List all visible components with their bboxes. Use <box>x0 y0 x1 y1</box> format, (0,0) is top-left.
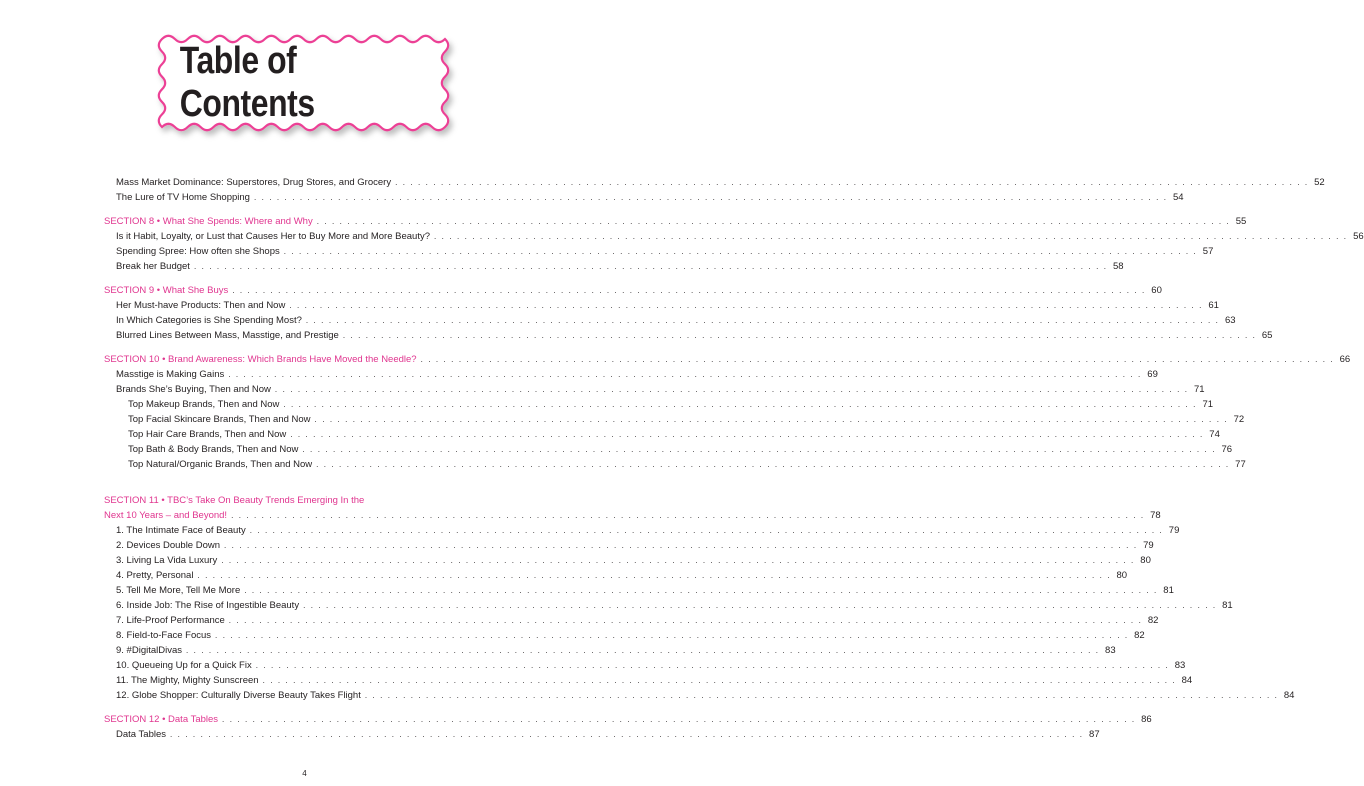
toc-entry-label: The Lure of TV Home Shopping <box>116 192 250 203</box>
toc-page-number: 80 <box>1140 555 1151 566</box>
page-title: Table of Contents <box>179 39 315 125</box>
toc-entry[interactable] <box>104 328 1273 343</box>
toc-page-number: 84 <box>1181 675 1193 686</box>
toc-entry-label: Brands She’s Buying, Then and Now <box>116 384 271 395</box>
toc-entry[interactable] <box>104 553 1151 568</box>
page-number: 4 <box>302 769 307 778</box>
toc-page-number: 76 <box>1221 444 1233 455</box>
dot-leader: . . . . . . . . . . . . . . . . . . . . . . . . . . . . . . . . . . . . . . . . . . . . . . . . . . . . . . . . . . . . . . . . . . . . . . . . . . . . . . . . . . . . . . . . . . . . . . . . . . . . . . . . . . . . . . . . . . . . . . . . <box>249 526 1164 535</box>
dot-leader: . . . . . . . . . . . . . . . . . . . . . . . . . . . . . . . . . . . . . . . . . . . . . . . . . . . . . . . . . . . . . . . . . . . . . . . . . . . . . . . . . . . . . . . . . . . . . . . . . . . . . . . . . . . . . . . . . . . . . . . . <box>342 331 1257 340</box>
toc-entry-label: 4. Pretty, Personal <box>116 570 194 581</box>
dot-leader: . . . . . . . . . . . . . . . . . . . . . . . . . . . . . . . . . . . . . . . . . . . . . . . . . . . . . . . . . . . . . . . . . . . . . . . . . . . . . . . . . . . . . . . . . . . . . . . . . . . . . . . . . . . . . . . . . . . . . . . . <box>186 646 1100 655</box>
dot-leader: . . . . . . . . . . . . . . . . . . . . . . . . . . . . . . . . . . . . . . . . . . . . . . . . . . . . . . . . . . . . . . . . . . . . . . . . . . . . . . . . . . . . . . . . . . . . . . . . . . . . . . . . . . . . . . . . . . . . . . . . <box>224 541 1138 550</box>
toc-entry-label: Top Natural/Organic Brands, Then and Now <box>128 459 313 470</box>
toc-entry[interactable] <box>104 688 1295 703</box>
toc-entry[interactable] <box>104 367 1158 382</box>
toc-entry-label: 12. Globe Shopper: Culturally Diverse Beauty Takes Flight <box>116 690 361 701</box>
toc-entry-label: SECTION 9 • What She Buys <box>104 285 229 296</box>
toc-page-number: 57 <box>1202 246 1214 257</box>
toc-section-heading[interactable] <box>104 214 1247 229</box>
title-frame <box>156 33 453 136</box>
toc-page-number: 52 <box>1314 177 1325 188</box>
toc-entry-label: 1. The Intimate Face of Beauty <box>116 525 246 536</box>
toc-entry[interactable] <box>104 643 1116 658</box>
toc-entry-label: 5. Tell Me More, Tell Me More <box>116 585 241 596</box>
toc-page-number: 63 <box>1224 315 1236 326</box>
toc-entry-label: 2. Devices Double Down <box>116 540 221 551</box>
toc-list <box>104 175 1364 742</box>
toc-entry-label: Break her Budget <box>116 261 190 272</box>
toc-entry-label: Her Must-have Products: Then and Now <box>116 300 286 311</box>
dot-leader: . . . . . . . . . . . . . . . . . . . . . . . . . . . . . . . . . . . . . . . . . . . . . . . . . . . . . . . . . . . . . . . . . . . . . . . . . . . . . . . . . . . . . . . . . . . . . . . . . . . . . . . . . . . . . . . . . . . . . . . . <box>314 415 1229 424</box>
dot-leader: . . . . . . . . . . . . . . . . . . . . . . . . . . . . . . . . . . . . . . . . . . . . . . . . . . . . . . . . . . . . . . . . . . . . . . . . . . . . . . . . . . . . . . . . . . . . . . . . . . . . . . . . . . . . . . . . . . . . . . . . <box>434 232 1348 241</box>
toc-section-heading[interactable] <box>104 283 1162 298</box>
toc-entry[interactable] <box>104 457 1246 472</box>
toc-entry-label: Spending Spree: How often she Shops <box>116 246 280 257</box>
toc-page-number: 80 <box>1116 570 1128 581</box>
toc-page-number: 82 <box>1134 630 1145 641</box>
group-gap <box>104 274 517 283</box>
toc-entry[interactable] <box>104 175 1325 190</box>
toc-entry-label: 9. #DigitalDivas <box>116 645 182 656</box>
toc-page-number: 74 <box>1209 429 1220 440</box>
toc-entry[interactable] <box>104 244 1214 259</box>
toc-entry[interactable] <box>104 412 1245 427</box>
toc-entry-label: 6. Inside Job: The Rise of Ingestible Beauty <box>116 600 300 611</box>
toc-entry[interactable] <box>104 727 1100 742</box>
toc-entry[interactable] <box>104 427 1220 442</box>
toc-entry[interactable] <box>104 673 1193 688</box>
dot-leader: . . . . . . . . . . . . . . . . . . . . . . . . . . . . . . . . . . . . . . . . . . . . . . . . . . . . . . . . . . . . . . . . . . . . . . . . . . . . . . . . . . . . . . . . . . . . . . . . . . . . . . . . . . . . . . . . . . . . . . . . <box>316 217 1231 226</box>
toc-page-number: 84 <box>1283 690 1295 701</box>
dot-leader: . . . . . . . . . . . . . . . . . . . . . . . . . . . . . . . . . . . . . . . . . . . . . . . . . . . . . . . . . . . . . . . . . . . . . . . . . . . . . . . . . . . . . . . . . . . . . . . . . . . . . . . . . . . . . . . . . . . . . . . . <box>228 616 1143 625</box>
toc-entry[interactable] <box>104 538 1154 553</box>
dot-leader: . . . . . . . . . . . . . . . . . . . . . . . . . . . . . . . . . . . . . . . . . . . . . . . . . . . . . . . . . . . . . . . . . . . . . . . . . . . . . . . . . . . . . . . . . . . . . . . . . . . . . . . . . . . . . . . . . . . . . . . . <box>364 691 1279 700</box>
dot-leader: . . . . . . . . . . . . . . . . . . . . . . . . . . . . . . . . . . . . . . . . . . . . . . . . . . . . . . . . . . . . . . . . . . . . . . . . . . . . . . . . . . . . . . . . . . . . . . . . . . . . . . . . . . . . . . . . . . . . . . . . <box>221 556 1135 565</box>
toc-page-number: 72 <box>1233 414 1245 425</box>
toc-page-number: 83 <box>1105 645 1116 656</box>
toc-page-number: 55 <box>1235 216 1247 227</box>
dot-leader: . . . . . . . . . . . . . . . . . . . . . . . . . . . . . . . . . . . . . . . . . . . . . . . . . . . . . . . . . . . . . . . . . . . . . . . . . . . . . . . . . . . . . . . . . . . . . . . . . . . . . . . . . . . . . . . . . . . . . . . . <box>197 571 1112 580</box>
toc-section-heading[interactable] <box>104 508 1161 523</box>
toc-page-number: 78 <box>1150 510 1161 521</box>
dot-leader: . . . . . . . . . . . . . . . . . . . . . . . . . . . . . . . . . . . . . . . . . . . . . . . . . . . . . . . . . . . . . . . . . . . . . . . . . . . . . . . . . . . . . . . . . . . . . . . . . . . . . . . . . . . . . . . . . . . . . . . . <box>290 430 1204 439</box>
toc-entry[interactable] <box>104 523 1180 538</box>
toc-entry[interactable] <box>104 313 1236 328</box>
toc-page-number: 61 <box>1208 300 1219 311</box>
dot-leader: . . . . . . . . . . . . . . . . . . . . . . . . . . . . . . . . . . . . . . . . . . . . . . . . . . . . . . . . . . . . . . . . . . . . . . . . . . . . . . . . . . . . . . . . . . . . . . . . . . . . . . . . . . . . . . . . . . . . . . . . <box>262 676 1177 685</box>
toc-entry[interactable] <box>104 583 1174 598</box>
toc-section-heading[interactable] <box>104 712 1152 727</box>
toc-entry-label: Is it Habit, Loyalty, or Lust that Causes Her to Buy More and More Beauty? <box>116 231 431 242</box>
toc-entry[interactable] <box>104 442 1233 457</box>
toc-entry-label: Blurred Lines Between Mass, Masstige, and Prestige <box>116 330 339 341</box>
toc-entry-label: Top Makeup Brands, Then and Now <box>128 399 280 410</box>
dot-leader: . . . . . . . . . . . . . . . . . . . . . . . . . . . . . . . . . . . . . . . . . . . . . . . . . . . . . . . . . . . . . . . . . . . . . . . . . . . . . . . . . . . . . . . . . . . . . . . . . . . . . . . . . . . . . . . . . . . . . . . . <box>395 178 1309 187</box>
toc-page-number: 69 <box>1147 369 1158 380</box>
toc-entry[interactable] <box>104 382 1205 397</box>
toc-entry-label: SECTION 10 • Brand Awareness: Which Brands Have Moved the Needle? <box>104 354 417 365</box>
toc-section-heading[interactable] <box>104 352 1351 367</box>
dot-leader: . . . . . . . . . . . . . . . . . . . . . . . . . . . . . . . . . . . . . . . . . . . . . . . . . . . . . . . . . . . . . . . . . . . . . . . . . . . . . . . . . . . . . . . . . . . . . . . . . . . . . . . . . . . . . . . . . . . . . . . . <box>274 385 1189 394</box>
toc-page-number: 71 <box>1193 384 1205 395</box>
toc-entry-label: SECTION 8 • What She Spends: Where and Why <box>104 216 313 227</box>
toc-page-number: 82 <box>1147 615 1159 626</box>
toc-entry-label: Top Bath & Body Brands, Then and Now <box>128 444 299 455</box>
toc-entry-label: SECTION 12 • Data Tables <box>104 714 219 725</box>
toc-entry[interactable] <box>104 397 1214 412</box>
toc-entry-label: Mass Market Dominance: Superstores, Drug Stores, and Grocery <box>116 177 392 188</box>
toc-entry[interactable] <box>104 259 1124 274</box>
toc-entry[interactable] <box>104 568 1128 583</box>
toc-entry[interactable] <box>104 598 1233 613</box>
dot-leader: . . . . . . . . . . . . . . . . . . . . . . . . . . . . . . . . . . . . . . . . . . . . . . . . . . . . . . . . . . . . . . . . . . . . . . . . . . . . . . . . . . . . . . . . . . . . . . . . . . . . . . . . . . . . . . . . . . . . . . . . <box>283 400 1198 409</box>
toc-page-number: 81 <box>1222 600 1233 611</box>
toc-entry-label: 7. Life-Proof Performance <box>116 615 225 626</box>
toc-entry-label: 3. Living La Vida Luxury <box>116 555 218 566</box>
toc-entry-label: Top Hair Care Brands, Then and Now <box>128 429 287 440</box>
toc-entry-label: In Which Categories is She Spending Most? <box>116 315 302 326</box>
toc-entry-label: 8. Field-to-Face Focus <box>116 630 212 641</box>
toc-page-number: 87 <box>1089 729 1100 740</box>
dot-leader: . . . . . . . . . . . . . . . . . . . . . . . . . . . . . . . . . . . . . . . . . . . . . . . . . . . . . . . . . . . . . . . . . . . . . . . . . . . . . . . . . . . . . . . . . . . . . . . . . . . . . . . . . . . . . . . . . . . . . . . . <box>305 316 1220 325</box>
toc-page-number: 71 <box>1202 399 1214 410</box>
dot-leader: . . . . . . . . . . . . . . . . . . . . . . . . . . . . . . . . . . . . . . . . . . . . . . . . . . . . . . . . . . . . . . . . . . . . . . . . . . . . . . . . . . . . . . . . . . . . . . . . . . . . . . . . . . . . . . . . . . . . . . . . <box>255 661 1170 670</box>
dot-leader: . . . . . . . . . . . . . . . . . . . . . . . . . . . . . . . . . . . . . . . . . . . . . . . . . . . . . . . . . . . . . . . . . . . . . . . . . . . . . . . . . . . . . . . . . . . . . . . . . . . . . . . . . . . . . . . . . . . . . . . . <box>244 586 1158 595</box>
dot-leader: . . . . . . . . . . . . . . . . . . . . . . . . . . . . . . . . . . . . . . . . . . . . . . . . . . . . . . . . . . . . . . . . . . . . . . . . . . . . . . . . . . . . . . . . . . . . . . . . . . . . . . . . . . . . . . . . . . . . . . . . <box>302 445 1217 454</box>
toc-entry[interactable] <box>104 628 1145 643</box>
group-gap <box>104 472 517 493</box>
toc-entry-label: 10. Queueing Up for a Quick Fix <box>116 660 252 671</box>
toc-entry-label: Next 10 Years – and Beyond! <box>104 510 228 521</box>
toc-entry[interactable] <box>104 298 1219 313</box>
group-gap <box>104 703 517 712</box>
dot-leader: . . . . . . . . . . . . . . . . . . . . . . . . . . . . . . . . . . . . . . . . . . . . . . . . . . . . . . . . . . . . . . . . . . . . . . . . . . . . . . . . . . . . . . . . . . . . . . . . . . . . . . . . . . . . . . . . . . . . . . . . <box>253 193 1168 202</box>
dot-leader: . . . . . . . . . . . . . . . . . . . . . . . . . . . . . . . . . . . . . . . . . . . . . . . . . . . . . . . . . . . . . . . . . . . . . . . . . . . . . . . . . . . . . . . . . . . . . . . . . . . . . . . . . . . . . . . . . . . . . . . . <box>420 355 1335 364</box>
dot-leader: . . . . . . . . . . . . . . . . . . . . . . . . . . . . . . . . . . . . . . . . . . . . . . . . . . . . . . . . . . . . . . . . . . . . . . . . . . . . . . . . . . . . . . . . . . . . . . . . . . . . . . . . . . . . . . . . . . . . . . . . <box>316 460 1230 469</box>
toc-page-number: 56 <box>1353 231 1364 242</box>
toc-entry-label: SECTION 11 • TBC’s Take On Beauty Trends Emerging In the <box>104 495 365 506</box>
dot-leader: . . . . . . . . . . . . . . . . . . . . . . . . . . . . . . . . . . . . . . . . . . . . . . . . . . . . . . . . . . . . . . . . . . . . . . . . . . . . . . . . . . . . . . . . . . . . . . . . . . . . . . . . . . . . . . . . . . . . . . . . <box>170 730 1084 739</box>
toc-entry-label: Masstige is Making Gains <box>116 369 225 380</box>
group-gap <box>104 343 517 352</box>
dot-leader: . . . . . . . . . . . . . . . . . . . . . . . . . . . . . . . . . . . . . . . . . . . . . . . . . . . . . . . . . . . . . . . . . . . . . . . . . . . . . . . . . . . . . . . . . . . . . . . . . . . . . . . . . . . . . . . . . . . . . . . . <box>303 601 1217 610</box>
dot-leader: . . . . . . . . . . . . . . . . . . . . . . . . . . . . . . . . . . . . . . . . . . . . . . . . . . . . . . . . . . . . . . . . . . . . . . . . . . . . . . . . . . . . . . . . . . . . . . . . . . . . . . . . . . . . . . . . . . . . . . . . <box>215 631 1129 640</box>
toc-entry[interactable] <box>104 190 1184 205</box>
toc-page-number: 66 <box>1339 354 1351 365</box>
toc-page-number: 77 <box>1235 459 1246 470</box>
toc-page-number: 58 <box>1112 261 1124 272</box>
toc-entry[interactable] <box>104 658 1186 673</box>
group-gap <box>104 205 517 214</box>
toc-page-number: 79 <box>1168 525 1180 536</box>
toc-page-number: 79 <box>1143 540 1154 551</box>
toc-entry-label: 11. The Mighty, Mighty Sunscreen <box>116 675 259 686</box>
dot-leader: . . . . . . . . . . . . . . . . . . . . . . . . . . . . . . . . . . . . . . . . . . . . . . . . . . . . . . . . . . . . . . . . . . . . . . . . . . . . . . . . . . . . . . . . . . . . . . . . . . . . . . . . . . . . . . . . . . . . . . . . <box>193 262 1108 271</box>
toc-entry-label: Top Facial Skincare Brands, Then and Now <box>128 414 311 425</box>
dot-leader: . . . . . . . . . . . . . . . . . . . . . . . . . . . . . . . . . . . . . . . . . . . . . . . . . . . . . . . . . . . . . . . . . . . . . . . . . . . . . . . . . . . . . . . . . . . . . . . . . . . . . . . . . . . . . . . . . . . . . . . . <box>222 715 1136 724</box>
dot-leader: . . . . . . . . . . . . . . . . . . . . . . . . . . . . . . . . . . . . . . . . . . . . . . . . . . . . . . . . . . . . . . . . . . . . . . . . . . . . . . . . . . . . . . . . . . . . . . . . . . . . . . . . . . . . . . . . . . . . . . . . <box>289 301 1203 310</box>
toc-section-heading[interactable] <box>104 493 517 508</box>
dot-leader: . . . . . . . . . . . . . . . . . . . . . . . . . . . . . . . . . . . . . . . . . . . . . . . . . . . . . . . . . . . . . . . . . . . . . . . . . . . . . . . . . . . . . . . . . . . . . . . . . . . . . . . . . . . . . . . . . . . . . . . . <box>232 286 1146 295</box>
dot-leader: . . . . . . . . . . . . . . . . . . . . . . . . . . . . . . . . . . . . . . . . . . . . . . . . . . . . . . . . . . . . . . . . . . . . . . . . . . . . . . . . . . . . . . . . . . . . . . . . . . . . . . . . . . . . . . . . . . . . . . . . <box>228 370 1142 379</box>
toc-page-number: 54 <box>1173 192 1184 203</box>
toc-page-number: 86 <box>1141 714 1152 725</box>
dot-leader: . . . . . . . . . . . . . . . . . . . . . . . . . . . . . . . . . . . . . . . . . . . . . . . . . . . . . . . . . . . . . . . . . . . . . . . . . . . . . . . . . . . . . . . . . . . . . . . . . . . . . . . . . . . . . . . . . . . . . . . . <box>231 511 1145 520</box>
dot-leader: . . . . . . . . . . . . . . . . . . . . . . . . . . . . . . . . . . . . . . . . . . . . . . . . . . . . . . . . . . . . . . . . . . . . . . . . . . . . . . . . . . . . . . . . . . . . . . . . . . . . . . . . . . . . . . . . . . . . . . . . <box>283 247 1198 256</box>
toc-entry-label: Data Tables <box>116 729 166 740</box>
toc-page-number: 60 <box>1151 285 1162 296</box>
toc-page-number: 83 <box>1174 660 1186 671</box>
toc-page-number: 65 <box>1261 330 1273 341</box>
toc-page-number: 81 <box>1163 585 1174 596</box>
toc-entry[interactable] <box>104 229 1364 244</box>
toc-entry[interactable] <box>104 613 1159 628</box>
